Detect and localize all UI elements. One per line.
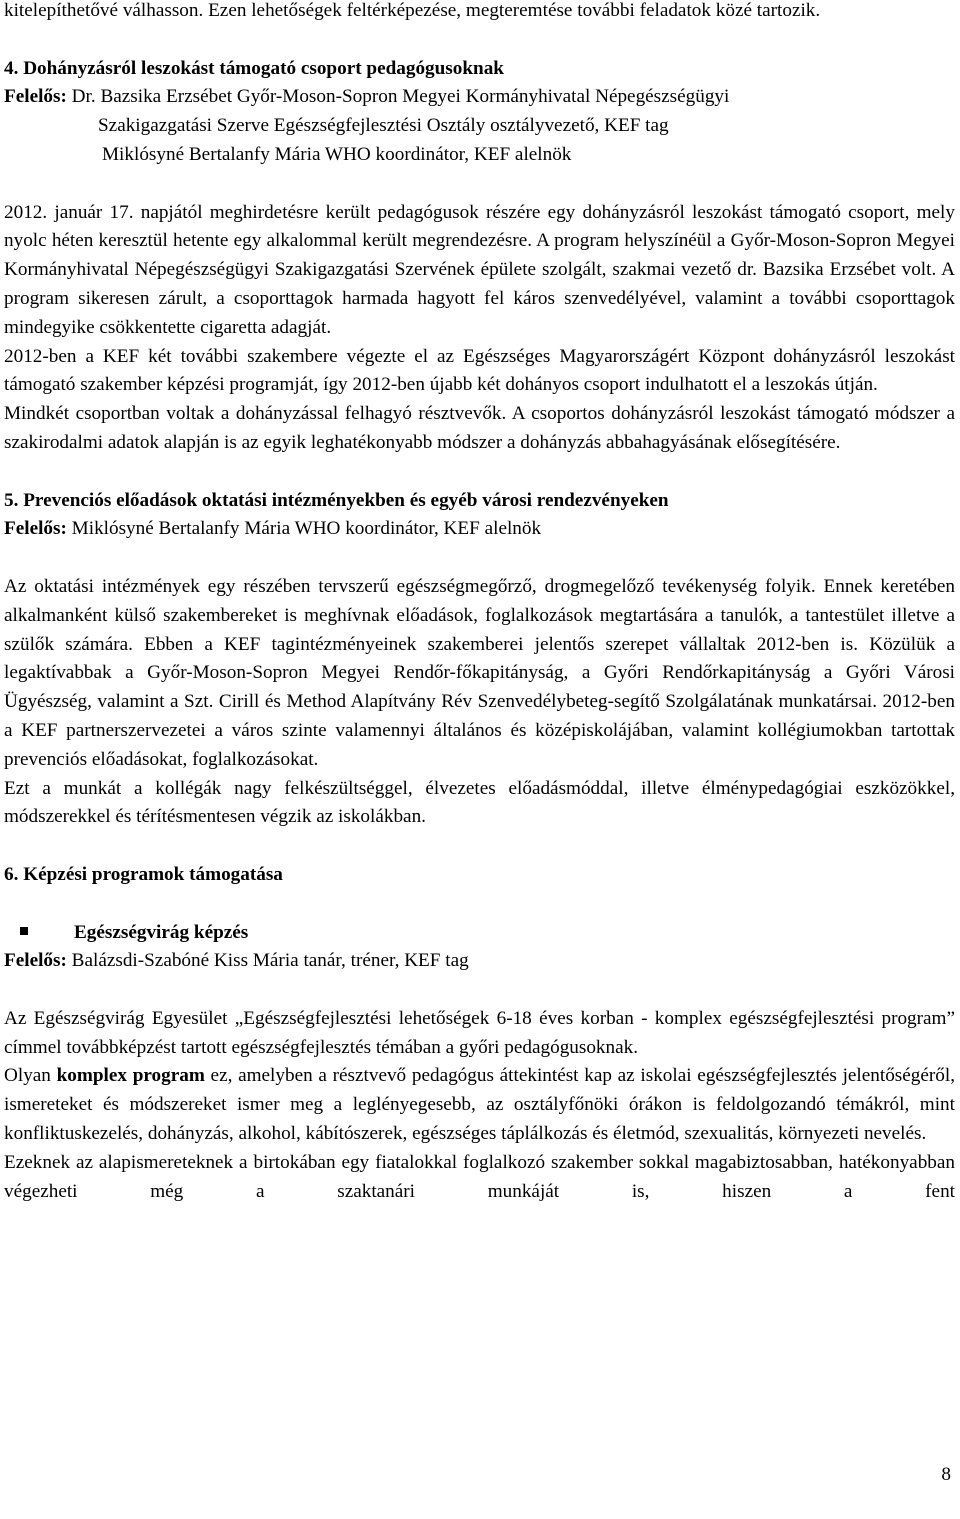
responsible-label: Felelős:	[4, 518, 67, 540]
section4-paragraph-1: 2012. január 17. napjától meghirdetésre került pedagógusok részére egy dohányzásról leszokást támogató csoport, mely nyolc héten keresztül hetente egy alkalommal került megrendezésre. A program helyszínéül a Győr-Moson-Sopron Megyei Kormányhivatal Népegészségügyi Szakigazgatási Szervének épülete szolgált, szakmai vezető dr. Bazsika Erzsébet volt. A program sikeresen zárult, a csoporttagok harmada hagyott fel káros szenvedélyével, valamint a további csoporttagok mindegyike csökkentette cigaretta adagját.	[4, 201, 955, 338]
bullet-title: Egészségvirág képzés	[74, 921, 249, 943]
section5-paragraph-2: Ezt a munkát a kollégák nagy felkészültséggel, élvezetes előadásmóddal, illetve élménypedagógiai eszközökkel, módszerekkel és térítésmentesen végzik az iskolákban.	[4, 777, 955, 828]
section6-paragraph-1: Az Egészségvirág Egyesület „Egészségfejlesztési lehetőségek 6-18 éves korban - komplex egészségfejlesztési program” címmel továbbképzést tartott egészségfejlesztés témában a győri pedagógusoknak.	[4, 1007, 955, 1058]
section6-responsible	[4, 947, 955, 976]
responsible-label: Felelős:	[4, 86, 67, 108]
square-bullet-icon	[20, 927, 28, 935]
responsible-name: Balázsdi-Szabóné Kiss Mária tanár, tréner, KEF tag	[71, 950, 469, 972]
responsible-name: Miklósyné Bertalanfy Mária WHO koordinátor, KEF alelnök	[71, 518, 542, 540]
section4-responsible-line3: Miklósyné Bertalanfy Mária WHO koordinátor, KEF alelnök	[102, 143, 572, 165]
responsible-name: Dr. Bazsika Erzsébet Győr-Moson-Sopron Megyei Kormányhivatal Népegészségügyi	[71, 86, 730, 108]
section6-heading: 6. Képzési programok támogatása	[4, 863, 283, 885]
p2-after: ez, amelyben a résztvevő pedagógus áttekintést kap az iskolai egészségfejlesztés jelentőségéről, ismereteket és módszereket ismer meg a leglényegesebb, az osztályfőnöki órákon is feldolgozandó témákról, mint konfliktuskezelés, dohányzás, alkohol, kábítószerek, egészséges táplálkozás és életmód, szexualitás, környezeti nevelés.	[4, 1065, 955, 1145]
document-page	[4, 0, 955, 1206]
spacer	[4, 170, 955, 199]
p2-bold: komplex program	[56, 1065, 205, 1087]
section5-heading: 5. Prevenciós előadások oktatási intézményekben és egyéb városi rendezvényeken	[4, 489, 669, 511]
spacer	[4, 976, 955, 1005]
section4-paragraph-3: Mindkét csoportban voltak a dohányzással felhagyó résztvevők. A csoportos dohányzásról leszokást támogató módszer a szakirodalmi adatok alapján is az egyik leghatékonyabb módszer a dohányzás abbahagyásának elősegítésére.	[4, 403, 955, 453]
page-number: 8	[941, 1464, 951, 1485]
section5-responsible	[4, 515, 955, 544]
section4-responsible-line2: Szakigazgatási Szerve Egészségfejlesztési Osztály osztályvezető, KEF tag	[98, 115, 669, 137]
section4-heading: 4. Dohányzásról leszokást támogató csoport pedagógusoknak	[4, 57, 504, 79]
section4-responsible	[4, 83, 955, 112]
section4-paragraph-2: 2012-ben a KEF két további szakembere végezte el az Egészséges Magyarországért Központ dohányzásról leszokást támogató szakember képzési programját, így 2012-ben újabb két dohányos csoport indulhatott el a leszokás útján.	[4, 345, 955, 396]
spacer	[4, 832, 955, 861]
spacer	[4, 544, 955, 573]
responsible-label: Felelős:	[4, 950, 67, 972]
p2-before: Olyan	[4, 1065, 51, 1087]
bullet-item	[4, 919, 955, 948]
intro-paragraph: kitelepíthetővé válhasson. Ezen lehetőségek feltérképezése, megteremtése további feladatok közé tartozik.	[4, 0, 821, 21]
section6-paragraph-2	[4, 1062, 955, 1148]
spacer	[4, 890, 955, 919]
section6-paragraph-3: Ezeknek az alapismereteknek a birtokában egy fiatalokkal foglalkozó szakember sokkal magabiztosabban, hatékonyabban végezheti még a szaktanári munkáját is, hiszen a fent	[4, 1151, 955, 1202]
spacer	[4, 26, 955, 55]
section5-paragraph-1: Az oktatási intézmények egy részében tervszerű egészségmegőrző, drogmegelőző tevékenység folyik. Ennek keretében alkalmanként külső szakembereket is meghívnak előadások, foglalkozások megtartására a tanulók, a tantestület illetve a szülők számára. Ebben a KEF tagintézményeinek szakemberei jelentős szerepet vállaltak 2012-ben is. Közülük a legaktívabbak a Győr-Moson-Sopron Megyei Rendőr-főkapitányság, a Győri Rendőrkapitányság a Győri Városi Ügyészség, valamint a Szt. Cirill és Method Alapítvány Rév Szenvedélybeteg-segítő Szolgálatának munkatársai. 2012-ben a KEF partnerszervezetei a város szinte valamennyi általános és középiskolájában, valamint kollégiumokban tartottak prevenciós előadásokat, foglalkozásokat.	[4, 575, 955, 770]
spacer	[4, 458, 955, 487]
